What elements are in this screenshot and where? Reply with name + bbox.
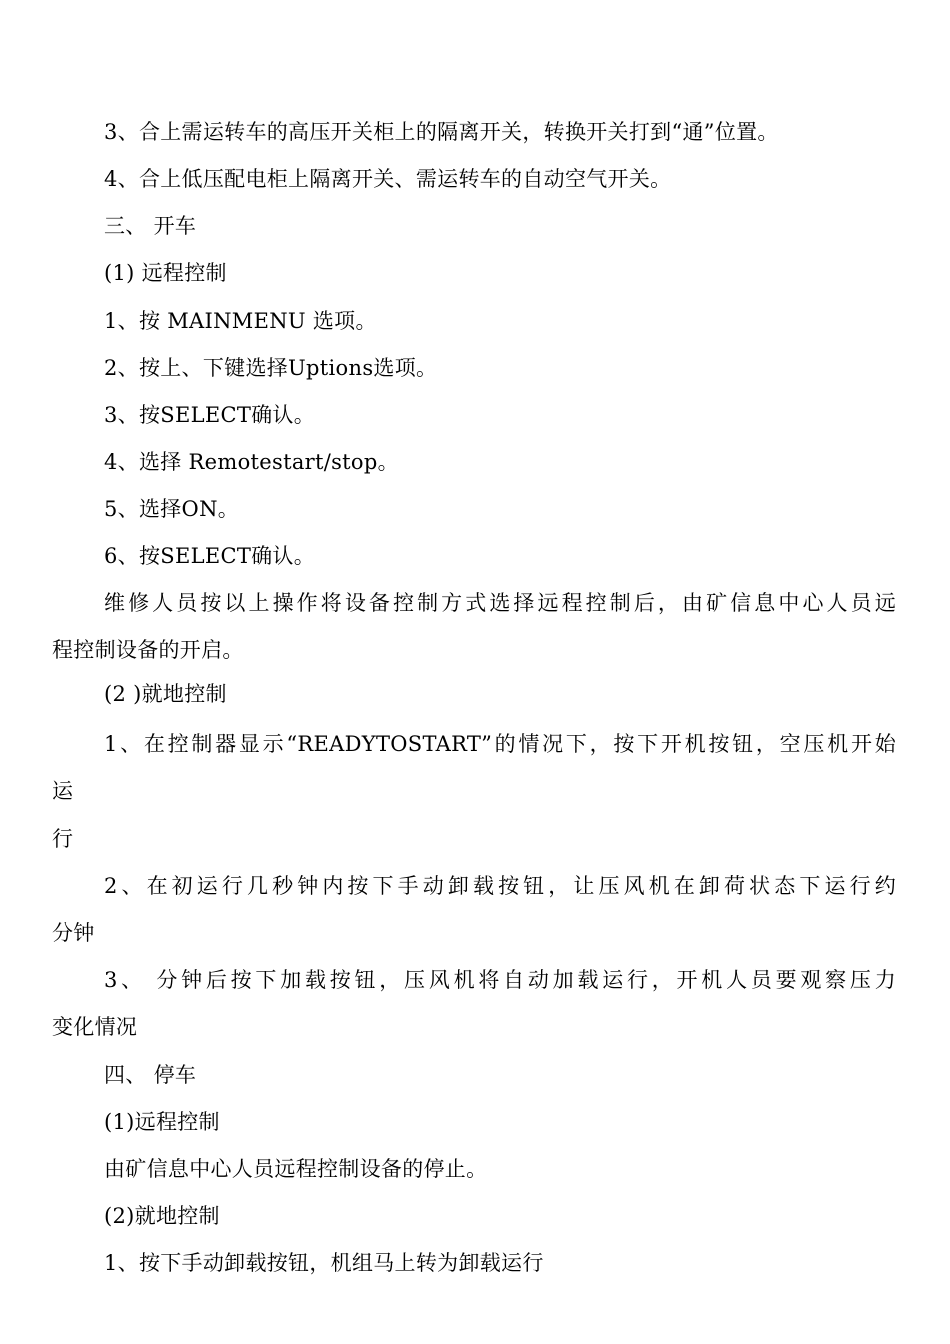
section-heading-start: 三、 开车 <box>104 214 197 238</box>
remote-step-2: 2、按上、下键选择Uptions选项。 <box>104 356 438 380</box>
remote-step-3: 3、按SELECT确认。 <box>104 403 316 427</box>
local-step-3-line-1: 3、 分钟后按下加载按钮，压风机将自动加载运行，开机人员要观察压力 <box>104 968 896 992</box>
remote-paragraph-line-1: 维修人员按以上操作将设备控制方式选择远程控制后，由矿信息中心人员远 <box>104 591 896 615</box>
stop-subheading-remote: (1)远程控制 <box>104 1110 220 1134</box>
subheading-local-control: (2 )就地控制 <box>104 682 227 706</box>
local-step-3-line-2: 变化情况 <box>52 1015 138 1039</box>
remote-step-5: 5、选择ON。 <box>104 497 240 521</box>
local-step-2-line-2: 分钟 <box>52 921 95 945</box>
section-heading-stop: 四、 停车 <box>104 1063 197 1087</box>
stop-remote-text: 由矿信息中心人员远程控制设备的停止。 <box>104 1157 488 1181</box>
local-step-2-line-1: 2、在初运行几秒钟内按下手动卸载按钮，让压风机在卸荷状态下运行约 <box>104 874 896 898</box>
remote-step-1: 1、按 MAINMENU 选项。 <box>104 309 377 333</box>
remote-step-6: 6、按SELECT确认。 <box>104 544 316 568</box>
step-3-close-hv-isolator: 3、合上需运转车的高压开关柜上的隔离开关，转换开关打到“通”位置。 <box>104 120 779 144</box>
subheading-remote-control: (1) 远程控制 <box>104 261 227 285</box>
stop-subheading-local: (2)就地控制 <box>104 1204 220 1228</box>
remote-step-4: 4、选择 Remotestart/stop。 <box>104 450 399 474</box>
stop-local-step-1: 1、按下手动卸载按钮，机组马上转为卸载运行 <box>104 1251 544 1275</box>
local-step-1-line-2: 运 <box>52 779 74 803</box>
local-step-1-line-1: 1、在控制器显示“READYTOSTART”的情况下，按下开机按钮，空压机开始 <box>104 732 896 756</box>
local-step-1-line-3: 行 <box>52 827 74 851</box>
step-4-close-lv-isolator: 4、合上低压配电柜上隔离开关、需运转车的自动空气开关。 <box>104 167 672 191</box>
remote-paragraph-line-2: 程控制设备的开启。 <box>52 638 244 662</box>
